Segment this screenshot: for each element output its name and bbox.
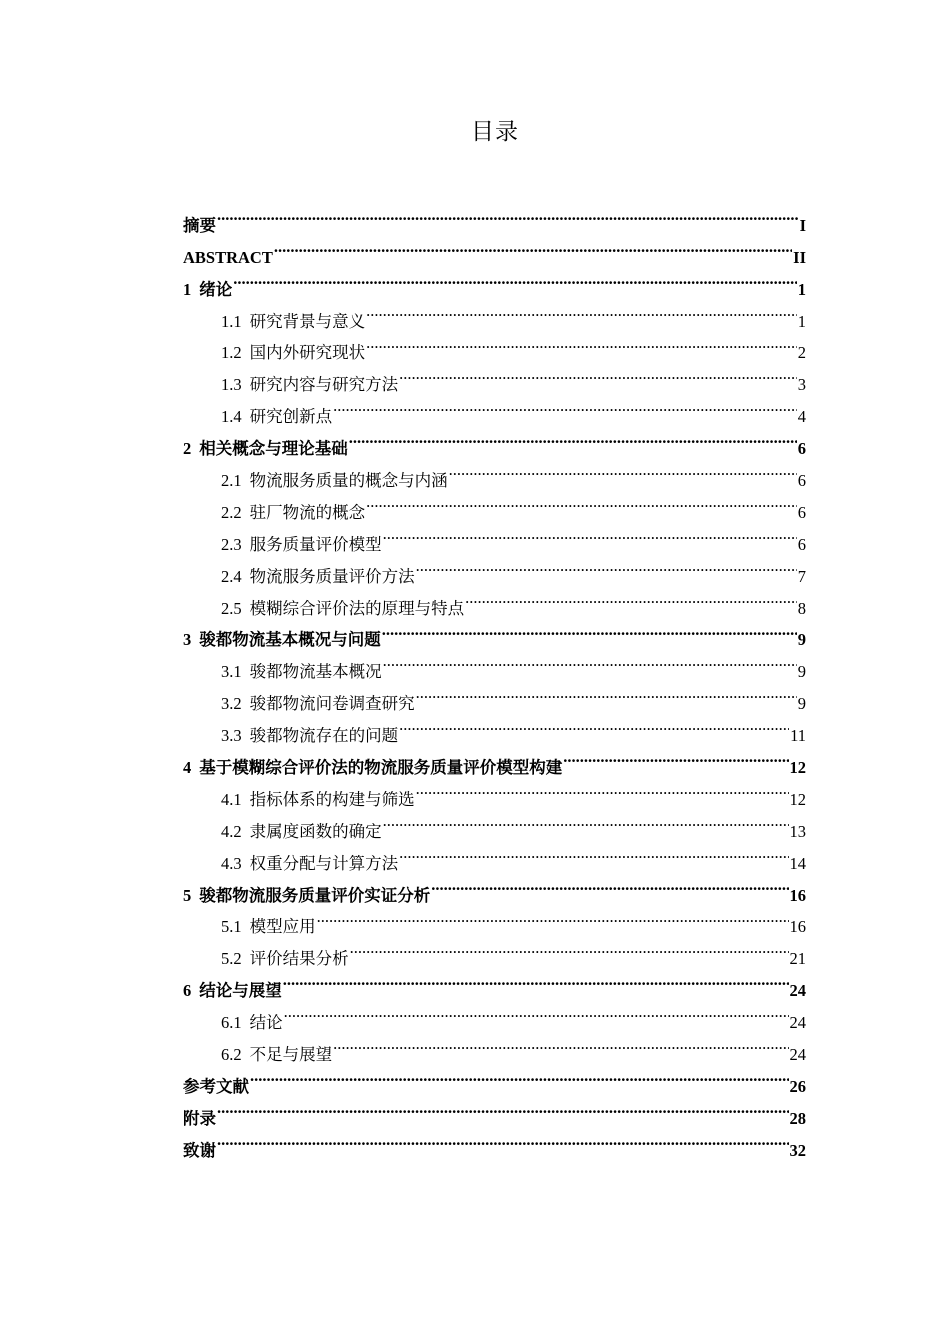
toc-dot-leader <box>217 1092 789 1124</box>
toc-entry-page-number: 11 <box>790 726 806 746</box>
toc-entry-page-number: 24 <box>789 1045 806 1065</box>
toc-entry-label: 物流服务质量评价方法 <box>249 566 415 586</box>
toc-dot-leader <box>366 327 797 359</box>
toc-dot-leader <box>399 358 797 390</box>
toc-entry-number: 3.1 <box>221 662 242 682</box>
toc-entry-label: 骏都物流基本概况与问题 <box>199 630 381 650</box>
toc-entry-page-number: 6 <box>797 439 806 459</box>
toc-chapter-entry[interactable] <box>183 1124 806 1160</box>
toc-entry-number: 1.4 <box>221 407 242 427</box>
toc-entry-number: 2.2 <box>221 502 242 522</box>
toc-chapter-entry[interactable] <box>183 263 806 299</box>
toc-dot-leader <box>416 773 789 805</box>
toc-entry-page-number: 4 <box>797 407 806 427</box>
toc-entry-page-number: 6 <box>797 502 806 522</box>
toc-dot-leader <box>349 422 797 454</box>
toc-entry-number: 6.2 <box>221 1045 242 1065</box>
toc-dot-leader <box>449 454 797 486</box>
toc-entry-label: 驻厂物流的概念 <box>249 502 366 522</box>
toc-entry-page-number: I <box>799 215 806 235</box>
toc-entry-number: 3 <box>183 630 192 650</box>
toc-entry-label: 不足与展望 <box>249 1045 333 1065</box>
toc-entry-page-number: 3 <box>797 375 806 395</box>
toc-entry-label: ABSTRACT <box>183 247 273 267</box>
toc-entry-page-number: 21 <box>789 949 806 969</box>
toc-entry-page-number: 13 <box>789 821 806 841</box>
toc-entry-page-number: 24 <box>789 981 806 1001</box>
toc-entry-label: 相关概念与理论基础 <box>199 439 348 459</box>
toc-entry-page-number: 14 <box>789 853 806 873</box>
toc-entry-page-number: 28 <box>789 1108 806 1128</box>
toc-entry-number: 4.3 <box>221 853 242 873</box>
toc-dot-leader <box>233 263 797 295</box>
toc-entry-page-number: 26 <box>789 1076 806 1096</box>
toc-entry-number: 6 <box>183 981 192 1001</box>
toc-entry-label: 模型应用 <box>249 917 316 937</box>
toc-dot-leader <box>416 550 797 582</box>
toc-entry-page-number: 8 <box>797 598 806 618</box>
toc-entry-page-number: 2 <box>797 343 806 363</box>
toc-entry-label: 骏都物流基本概况 <box>249 662 382 682</box>
toc-dot-leader <box>317 901 789 933</box>
toc-entry-number: 2.3 <box>221 534 242 554</box>
toc-dot-leader <box>366 486 797 518</box>
toc-dot-leader <box>399 837 788 869</box>
toc-entry-label: 附录 <box>183 1108 216 1128</box>
toc-entry-number: 6.1 <box>221 1013 242 1033</box>
toc-entry-page-number: 7 <box>797 566 806 586</box>
toc-entry-label: 隶属度函数的确定 <box>249 821 382 841</box>
toc-entry-number: 5 <box>183 885 192 905</box>
toc-entry-label: 模糊综合评价法的原理与特点 <box>249 598 465 618</box>
toc-entry-number: 2.4 <box>221 566 242 586</box>
toc-entry-number: 3.2 <box>221 694 242 714</box>
toc-entry-number: 2 <box>183 439 192 459</box>
toc-entry-label: 骏都物流服务质量评价实证分析 <box>199 885 431 905</box>
toc-entry-label: 国内外研究现状 <box>249 343 366 363</box>
toc-entry-number: 1.3 <box>221 375 242 395</box>
toc-dot-leader <box>333 1028 788 1060</box>
toc-dot-leader <box>563 741 788 773</box>
toc-entry-number: 1.2 <box>221 343 242 363</box>
toc-entry-label: 评价结果分析 <box>249 949 349 969</box>
toc-entry-number: 4 <box>183 758 192 778</box>
toc-entry-label: 骏都物流存在的问题 <box>249 726 399 746</box>
toc-entry-number: 1 <box>183 279 192 299</box>
toc-entry-page-number: 32 <box>789 1140 806 1160</box>
toc-entry-page-number: 9 <box>797 694 806 714</box>
toc-entry-number: 2.1 <box>221 471 242 491</box>
toc-section-entry[interactable] <box>183 295 806 331</box>
toc-dot-leader <box>274 231 792 263</box>
toc-dot-leader <box>383 645 797 677</box>
toc-entry-page-number: 6 <box>797 471 806 491</box>
toc-entry-page-number: 12 <box>789 758 806 778</box>
toc-entry-page-number: 9 <box>797 630 806 650</box>
toc-dot-leader <box>284 996 789 1028</box>
toc-entry-page-number: 16 <box>789 885 806 905</box>
toc-entry-label: 基于模糊综合评价法的物流服务质量评价模型构建 <box>199 758 563 778</box>
toc-entry-number: 5.2 <box>221 949 242 969</box>
toc-dot-leader <box>366 295 797 327</box>
toc-dot-leader <box>416 677 797 709</box>
toc-dot-leader <box>250 1060 789 1092</box>
toc-entry-label: 结论与展望 <box>199 981 282 1001</box>
table-of-contents <box>183 199 806 1160</box>
toc-entry-label: 物流服务质量的概念与内涵 <box>249 471 448 491</box>
toc-entry-number: 3.3 <box>221 726 242 746</box>
toc-dot-leader <box>431 869 788 901</box>
toc-dot-leader <box>465 582 797 614</box>
toc-entry-page-number: 12 <box>789 789 806 809</box>
toc-entry-number: 4.1 <box>221 789 242 809</box>
toc-entry-number: 5.1 <box>221 917 242 937</box>
page-title: 目录 <box>471 119 519 145</box>
toc-entry-number: 4.2 <box>221 821 242 841</box>
toc-entry-label: 指标体系的构建与筛选 <box>249 789 415 809</box>
toc-entry-label: 骏都物流问卷调查研究 <box>249 694 415 714</box>
toc-dot-leader <box>383 805 789 837</box>
toc-dot-leader <box>333 390 797 422</box>
toc-entry-label: 参考文献 <box>183 1076 249 1096</box>
toc-entry-label: 研究背景与意义 <box>249 311 366 331</box>
toc-entry-label: 摘要 <box>183 215 216 235</box>
toc-entry-page-number: 1 <box>797 311 806 331</box>
toc-entry-page-number: 24 <box>789 1013 806 1033</box>
toc-dot-leader <box>383 518 797 550</box>
toc-entry-label: 绪论 <box>199 279 233 299</box>
toc-entry-page-number: 1 <box>797 279 806 299</box>
toc-dot-leader <box>350 932 789 964</box>
toc-dot-leader <box>382 614 797 646</box>
toc-entry-label: 研究创新点 <box>249 407 333 427</box>
toc-entry-page-number: 6 <box>797 534 806 554</box>
toc-dot-leader <box>399 709 789 741</box>
toc-entry-page-number: 9 <box>797 662 806 682</box>
toc-entry-label: 结论 <box>249 1013 283 1033</box>
toc-chapter-entry[interactable] <box>183 231 806 267</box>
toc-entry-label: 致谢 <box>183 1140 216 1160</box>
toc-chapter-entry[interactable] <box>183 1060 806 1096</box>
toc-entry-page-number: 16 <box>789 917 806 937</box>
toc-entry-label: 权重分配与计算方法 <box>249 853 399 873</box>
toc-entry-label: 服务质量评价模型 <box>249 534 382 554</box>
toc-entry-number: 1.1 <box>221 311 242 331</box>
toc-dot-leader <box>283 964 789 996</box>
toc-entry-label: 研究内容与研究方法 <box>249 375 399 395</box>
toc-chapter-entry[interactable] <box>183 199 806 235</box>
toc-entry-page-number: II <box>793 247 806 267</box>
toc-dot-leader <box>217 199 799 231</box>
toc-chapter-entry[interactable] <box>183 1092 806 1128</box>
toc-dot-leader <box>217 1124 789 1156</box>
toc-entry-number: 2.5 <box>221 598 242 618</box>
